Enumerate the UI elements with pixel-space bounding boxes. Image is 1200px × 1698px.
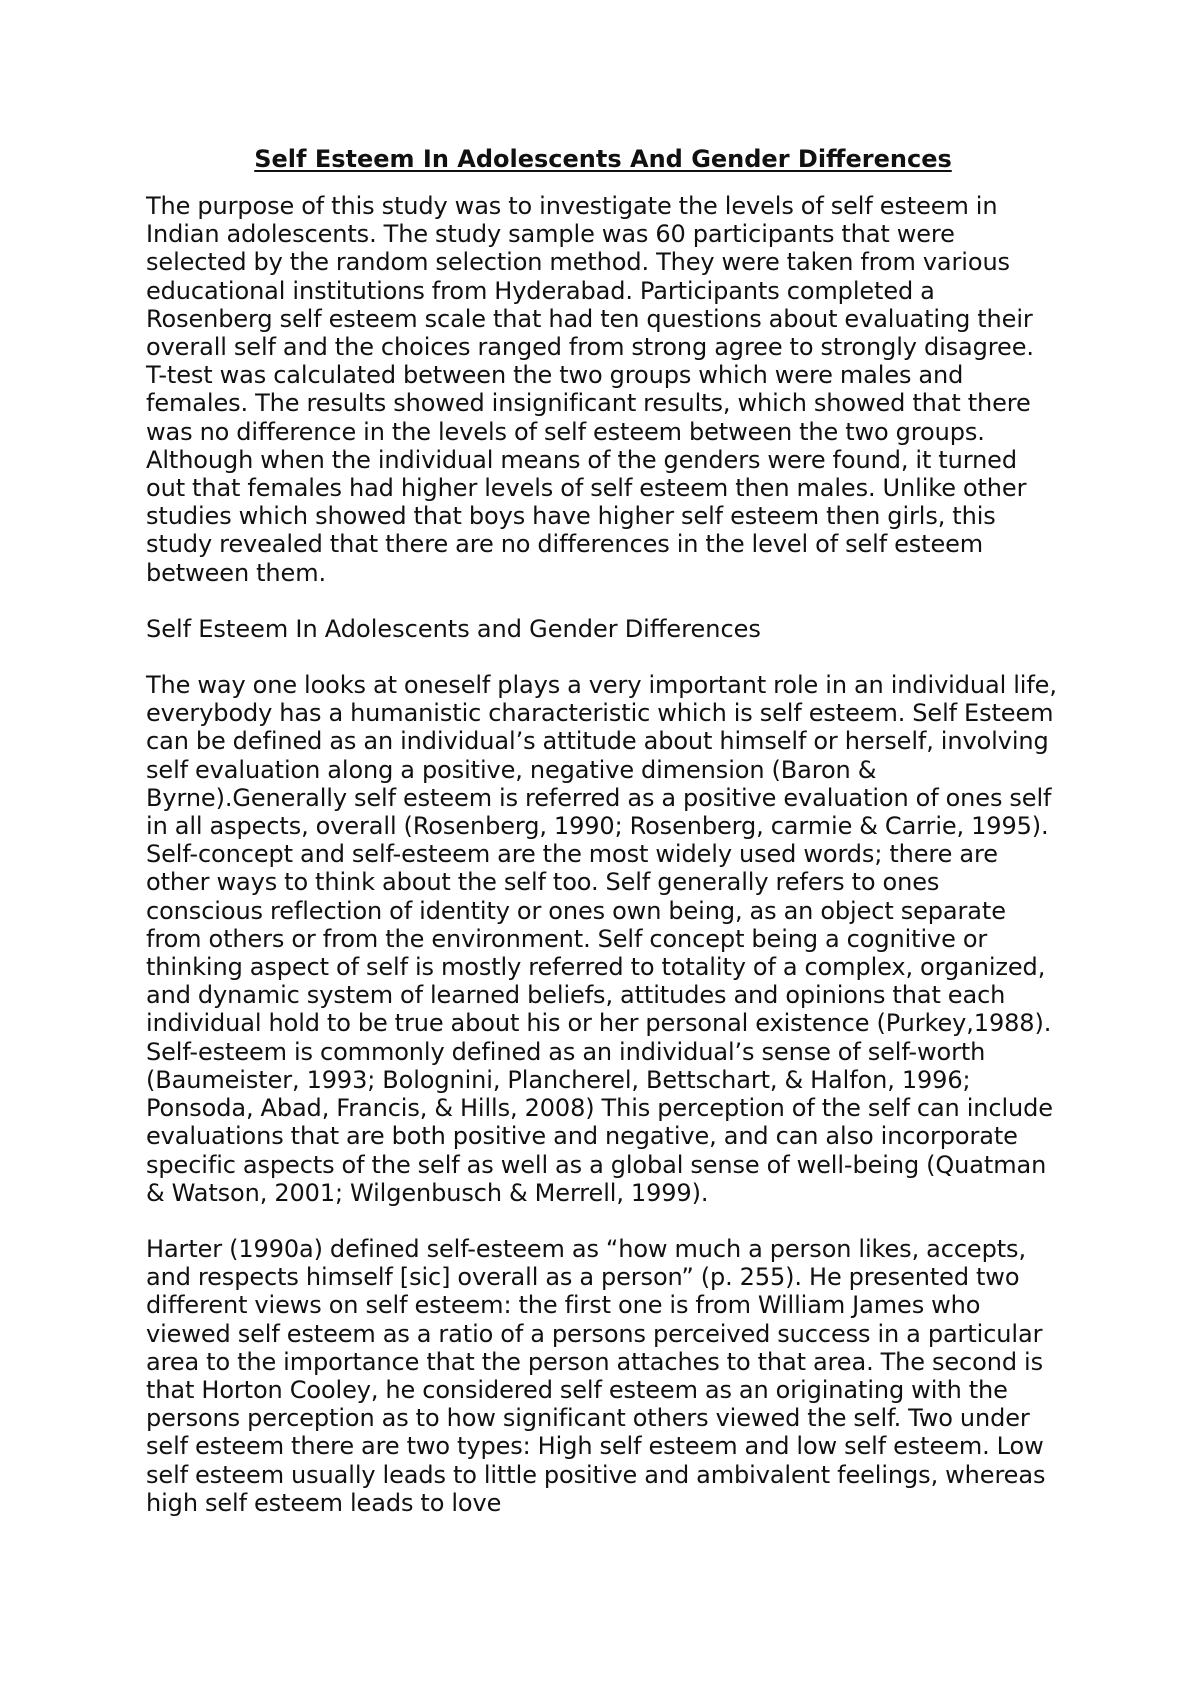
- abstract-paragraph: The purpose of this study was to investigate the levels of self esteem in Indian adolescents. The study sample was 60 participants that were selected by the random selection method. They were taken from various educational institutions from Hyderabad. Participants completed a Rosenberg self esteem scale that had ten questions about evaluating their overall self and the choices ranged from strong agree to strongly disagree. T-test was calculated between the two groups which were males and females. The results showed insignificant results, which showed that there was no difference in the levels of self esteem between the two groups. Although when the individual means of the genders were found, it turned out that females had higher levels of self esteem then males. Unlike other studies which showed that boys have higher self esteem then girls, this study revealed that there are no differences in the level of self esteem between them.: [146, 192, 1034, 587]
- body-paragraph-1: The way one looks at oneself plays a very important role in an individual life, everybody has a humanistic characteristic which is self esteem. Self Esteem can be defined as an individual’s attitude about himself or herself, involving self evaluation along a positive, negative dimension (Baron & Byrne).Generally self esteem is referred as a positive evaluation of ones self in all aspects, overall (Rosenberg, 1990; Rosenberg, carmie & Carrie, 1995). Self-concept and self-esteem are the most widely used words; there are other ways to think about the self too. Self generally refers to ones conscious reflection of identity or ones own being, as an object separate from others or from the environment. Self concept being a cognitive or thinking aspect of self is mostly referred to totality of a complex, organized, and dynamic system of learned beliefs, attitudes and opinions that each individual hold to be true about his or her personal existence (Purkey,1988). Self-esteem is commonly defined as an individual’s sense of self-worth (Baumeister, 1993; Bolognini, Plancherel, Bettschart, & Halfon, 1996; Ponsoda, Abad, Francis, & Hills, 2008) This perception of the self can include evaluations that are both positive and negative, and can also incorporate specific aspects of the self as well as a global sense of well-being (Quatman & Watson, 2001; Wilgenbusch & Merrell, 1999).: [146, 671, 1057, 1207]
- body-paragraph-2: Harter (1990a) defined self-esteem as “how much a person likes, accepts, and respects himself [sic] overall as a person” (p. 255). He presented two different views on self esteem: the first one is from William James who viewed self esteem as a ratio of a persons perceived success in a particular area to the importance that the person attaches to that area. The second is that Horton Cooley, he considered self esteem as an originating with the persons perception as to how significant others viewed the self. Two under self esteem there are two types: High self esteem and low self esteem. Low self esteem usually leads to little positive and ambivalent feelings, whereas high self esteem leads to love: [146, 1234, 1046, 1517]
- section-heading: Self Esteem In Adolescents and Gender Differences: [146, 614, 761, 643]
- document-title: Self Esteem In Adolescents And Gender Differences: [254, 145, 952, 173]
